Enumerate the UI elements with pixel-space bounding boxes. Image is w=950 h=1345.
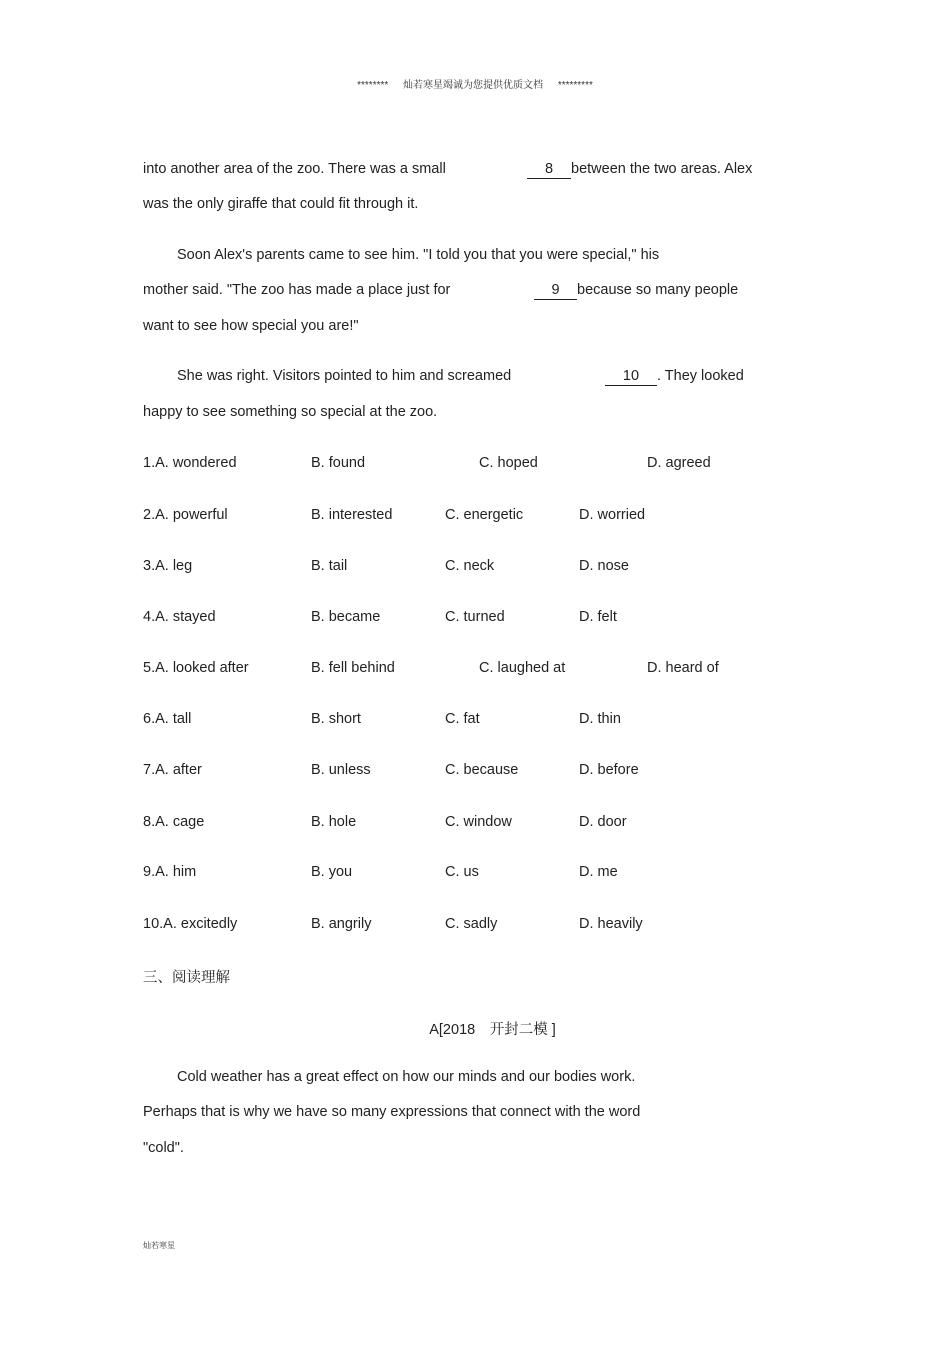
option-b: B. became — [311, 609, 381, 625]
option-c: C. neck — [445, 558, 495, 574]
blank-8: 8 — [527, 161, 571, 179]
passage-line: happy to see something so special at the zoo. — [143, 404, 438, 420]
passage-text: into another area of the zoo. There was a small — [143, 161, 446, 177]
option-a: 6.A. tall — [143, 711, 192, 727]
option-b: B. interested — [311, 507, 393, 523]
option-a: 2.A. powerful — [143, 507, 228, 523]
passage-text: . They looked — [657, 368, 744, 384]
page-footer: 灿若寒星 — [143, 1241, 175, 1250]
option-a: 1.A. wondered — [143, 455, 237, 471]
option-d: D. nose — [579, 558, 629, 574]
option-c: C. energetic — [445, 507, 524, 523]
option-a: 9.A. him — [143, 864, 197, 880]
passage-line: was the only giraffe that could fit through it. — [143, 196, 419, 212]
option-a: 5.A. looked after — [143, 660, 249, 676]
reading-line: Perhaps that is why we have so many expressions that connect with the word — [143, 1104, 641, 1120]
option-d: D. thin — [579, 711, 621, 727]
passage-line: Soon Alex's parents came to see him. "I told you that you were special," his — [177, 247, 660, 263]
option-d: D. door — [579, 814, 627, 830]
option-b: B. short — [311, 711, 361, 727]
reading-line: "cold". — [143, 1140, 184, 1156]
reading-line: Cold weather has a great effect on how our minds and our bodies work. — [177, 1069, 636, 1085]
section-subheading: A[2018 开封二模 ] — [429, 1022, 556, 1038]
option-c: C. sadly — [445, 916, 498, 932]
option-d: D. felt — [579, 609, 617, 625]
option-b: B. hole — [311, 814, 357, 830]
passage-line — [527, 161, 752, 179]
option-a: 7.A. after — [143, 762, 202, 778]
option-b: B. tail — [311, 558, 348, 574]
passage-line — [143, 282, 450, 298]
option-c: C. window — [445, 814, 512, 830]
option-d: D. me — [579, 864, 618, 880]
option-b: B. you — [311, 864, 353, 880]
option-c: C. us — [445, 864, 479, 880]
option-a: 4.A. stayed — [143, 609, 216, 625]
passage-text: because so many people — [577, 282, 739, 298]
option-c: C. hoped — [479, 455, 538, 471]
passage-line — [534, 282, 738, 300]
header-stars-left: ******** — [357, 80, 389, 91]
option-b: B. fell behind — [311, 660, 395, 676]
passage-line: want to see how special you are!" — [143, 318, 359, 334]
option-a: 10.A. excitedly — [143, 916, 238, 932]
option-b: B. unless — [311, 762, 371, 778]
option-c: C. fat — [445, 711, 480, 727]
passage-line — [143, 161, 446, 177]
passage-line: She was right. Visitors pointed to him and screamed — [177, 368, 512, 384]
option-b: B. angrily — [311, 916, 372, 932]
option-d: D. agreed — [647, 455, 711, 471]
option-a: 8.A. cage — [143, 814, 205, 830]
blank-10: 10 — [605, 368, 657, 386]
passage-text: mother said. "The zoo has made a place just for — [143, 282, 451, 298]
option-d: D. before — [579, 762, 639, 778]
passage-line — [605, 368, 744, 386]
option-d: D. worried — [579, 507, 646, 523]
option-c: C. turned — [445, 609, 505, 625]
page-header — [0, 76, 950, 91]
option-a: 3.A. leg — [143, 558, 193, 574]
option-c: C. because — [445, 762, 519, 778]
option-d: D. heard of — [647, 660, 719, 676]
header-title: 灿若寒星竭诚为您提供优质文档 — [403, 80, 544, 91]
passage-text: between the two areas. Alex — [571, 161, 753, 177]
section-heading: 三、阅读理解 — [143, 970, 230, 986]
option-c: C. laughed at — [479, 660, 566, 676]
blank-9: 9 — [534, 282, 577, 300]
option-d: D. heavily — [579, 916, 643, 932]
option-b: B. found — [311, 455, 366, 471]
header-stars-right: ********* — [557, 80, 593, 91]
